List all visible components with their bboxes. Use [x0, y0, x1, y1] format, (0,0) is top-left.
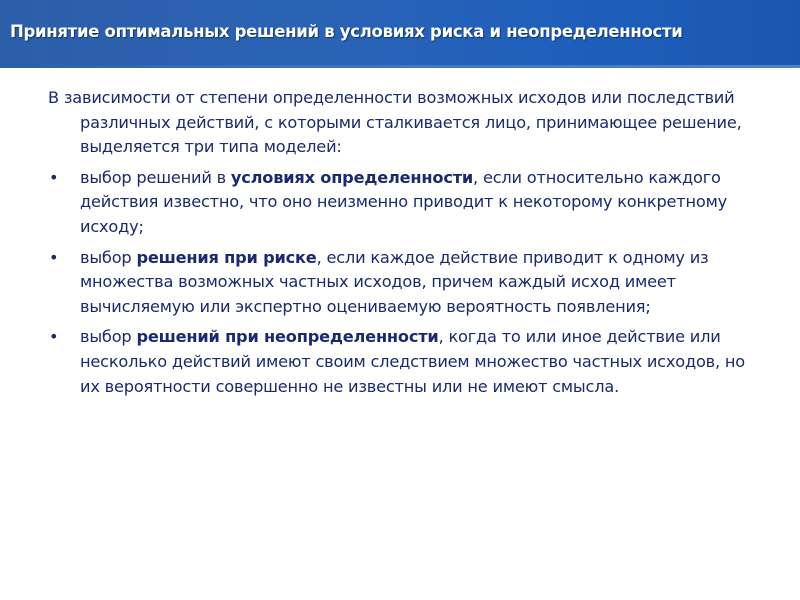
item-text-before: выбор решений в — [80, 167, 231, 187]
bullet-icon: • — [49, 327, 59, 347]
item-term-uncertainty: решений при неопределенности — [136, 327, 439, 347]
bullet-list — [48, 166, 760, 399]
bullet-icon: • — [49, 247, 59, 267]
item-text-before: выбор — [80, 327, 137, 347]
title-bar — [0, 0, 800, 68]
slide-content — [48, 86, 760, 405]
bullet-icon: • — [49, 167, 59, 187]
intro-paragraph: В зависимости от степени определенности возможных исходов или последствий различных действий, с которыми сталкивается лицо, принимающее решение, выделяется три типа моделей: — [48, 88, 742, 157]
list-item — [48, 325, 760, 399]
item-text-after: , если каждое действие приводит к одному из множества возможных частных исходов, причем каждый исход имеет вычисляемую или экспертно оцениваемую вероятность появления; — [80, 247, 709, 316]
list-item — [48, 246, 760, 320]
item-text-after: , когда то или иное действие или несколько действий имеют своим следствием множество частных исходов, но их вероятности совершенно не известны или не имеют смысла. — [80, 327, 745, 396]
item-text-after: , если относительно каждого действия известно, что оно неизменно приводит к некоторому конкретному исходу; — [80, 167, 728, 236]
item-text-before: выбор — [80, 247, 137, 267]
list-item — [48, 166, 760, 240]
item-term-risk: решения при риске — [136, 247, 317, 267]
slide-title: Принятие оптимальных решений в условиях риска и неопределенности — [10, 22, 683, 41]
item-term-certainty: условиях определенности — [230, 167, 474, 187]
